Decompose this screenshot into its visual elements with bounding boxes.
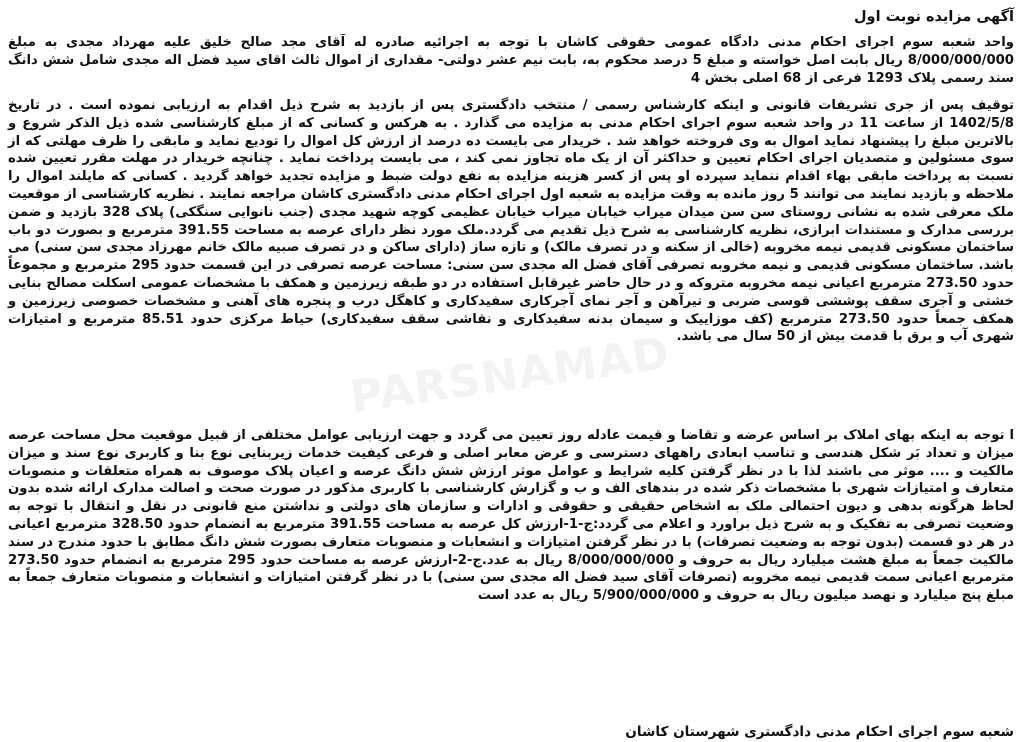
notice-paragraph-property-details: توقیف پس از جری تشریفات قانونی و اینکه کارشناس رسمی / منتخب دادگستری پس از بازدید به شرح ذیل اقدام به ارزیابی نموده است . در تاریخ 1402/5/8 از ساعت 11 در واحد شعبه سوم اجرای احکام مدنی به مزایده می گذارد . به هرکس و کسانی که از مبلغ کارشناسی شده ذیل الذکر شروع و بالاترین مبلغ را پیشنهاد نماید اموال به وی فروخته خواهد شد . خریدار می بایست ده درصد از ارزش کل اموال را تودیع نماید و مابقی را ظرف مهلتی که از سوی مسئولین و متصدیان اجرای احکام تعیین و حداکثر آن از یک ماه تجاوز نمی کند ، می بایست پرداخت نماید . چنانچه خریدار در مهلت مقرر تعیین شده نسبت به پرداخت مابقی بهاء اقدام ننماید سپرده او پس از کسر هزینه مزایده به نفع دولت ضبط و مزایده تجدید خواهد گردید . کسانی که مایلند اموال را ملاحظه و بازدید نمایند می توانند 5 روز مانده به وقت مزایده به شعبه اول اجرای احکام مدنی دادگستری کاشان مراجعه نمایند . نظریه کارشناسی از موقعیت ملک معرفی شده به نشانی روستای سن سن میدان میراب خیابان میراب خیابان عظیمی کوچه شهید مجدی (جنب نانوایی سنگکی) پلاک 328 بازدید و ضمن بررسی مدارک و مستندات ابرازی، نظریه کارشناسی به شرح ذیل تقدیم می گردد.ملک مورد نظر دارای عرصه به مساحت 391.55 مترمربع و بصورت دو باب ساختمان مسکونی قدیمی نیمه مخروبه (خالی از سکنه و در تصرف مالک) و تازه ساز (دارای ساکن و در تصرف صبیه مالک خانم مهرزاد مجدی سن سنی) می باشد. ساختمان مسکونی قدیمی و نیمه مخروبه تصرفی آقای فضل اله مجدی سن سنی: مساحت عرصه تصرفی در این قسمت حدود 295 مترمربع و مجموعاً حدود 273.50 مترمربع اعیانی نیمه مخروبه متروکه و در حال حاضر غیرقابل استفاده در دو طبقه زیرزمین و همکف با مشخصات عمومی اسکلت مصالح بنایی خشتی و آجری سقف پوششی قوسی ضربی و تیرآهن و آجر نمای آجرکاری سفیدکاری و کاهگل درب و پنجره های آهنی و مشخصات خصوصی زیرزمین و همکف جمعاً حدود 273.50 مترمربع (کف موزاییک و سیمان بدنه سفیدکاری و نقاشی سقف سفیدکاری) حیاط مرکزی حدود 85.51 مترمربع و امتیازات شهری آب و برق با قدمت بیش از 50 سال می باشد. — [8, 98, 1015, 345]
notice-title: آگهی مزایده نوبت اول — [853, 9, 1014, 25]
notice-signature: شعبه سوم اجرای احکام مدنی دادگستری شهرستان کاشان — [625, 724, 1014, 740]
notice-paragraph-valuation: ا توجه به اینکه بهای املاک بر اساس عرضه و تقاضا و قیمت عادله روز تعیین می گردد و جهت ارزیابی عوامل مختلفی از قبیل موقعیت محل مساحت عرصه میزان و تعداد بَر شکل هندسی و تناسب ابعادی راههای دسترسی و عرض معابر اصلی و فرعی کیفیت خدمات زیربنایی نوع بنا و کاربری نوع سند و میزان مالکیت و .... موثر می باشند لذا با در نظر گرفتن کلیه شرایط و عوامل موثر ارزش شش دانگ عرصه و اعیان پلاک موصوف به همراه متعلقات و منصوبات متعارف و امتیازات شهری با مشخصات ذکر شده در بندهای الف و ب و گزارش کارشناسی با کاربری مذکور در صورت صحت و اصالت مدارک ارائه شده بدون لحاظ هرگونه بدهی و دیون احتمالی ملک به اشخاص حقیقی و حقوقی و ادارات و سازمان های دولتی و نداشتن منع قانونی در نقل و انتقال با توجه به وضعیت تصرفی به تفکیک و به شرح ذیل براورد و اعلام می گردد:ج-1-ارزش کل عرصه به مساحت 391.55 مترمربع به انضمام حدود 328.50 مترمربع اعیانی در هر دو قسمت (بدون توجه به وضعیت تصرفات) با در نظر گرفتن امتیازات و انشعابات و منصوبات متعارف بصورت شش دانگ مطابق با حدود مندرج در سند مالکیت جمعاً به مبلغ هشت میلیارد ریال به حروف و 8/000/000/000 ریال به عدد.ج-2-ارزش عرصه به مساحت حدود 295 مترمربع به انضمام حدود 273.50 مترمربع اعیانی سمت قدیمی نیمه مخروبه (تصرفات آقای سید فضل اله مجدی سن سنی) با در نظر گرفتن امتیازات و انشعابات و منصوبات متعارف جمعاً به مبلغ پنج میلیارد و نهصد میلیون ریال به حروف و 5/900/000/000 ریال به عدد است — [8, 428, 1015, 604]
notice-paragraph-intro: واحد شعبه سوم اجرای احکام مدنی دادگاه عمومی حقوقی کاشان با توجه به اجرائیه صادره له آقای مجد صالح خلیق علیه مهرداد مجدی به مبلغ 8/000/000/000 ریال بابت اصل خواسته و مبلغ 5 درصد محکوم به، بابت نیم عشر دولتی- مقداری از اموال ثالث اقای سید فضل اله مجدی شامل شش دانگ سند رسمی پلاک 1293 فرعی از 68 اصلی بخش 4 — [8, 35, 1014, 86]
auction-notice-document — [6, 6, 1016, 740]
watermark-logo: PARSNAMAD — [346, 327, 674, 424]
